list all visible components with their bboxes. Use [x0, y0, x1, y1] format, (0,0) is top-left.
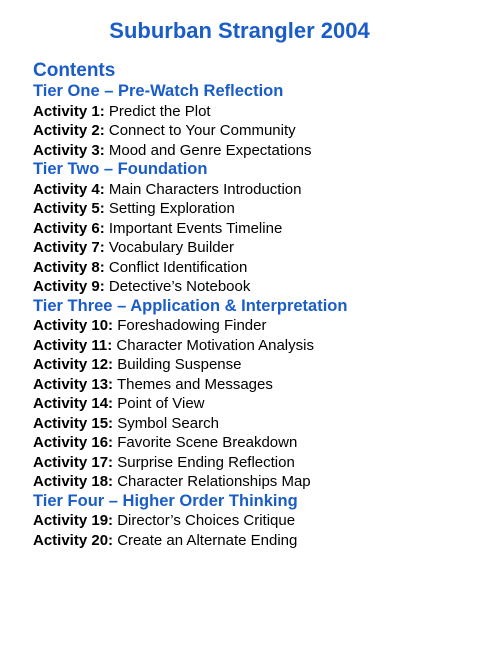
activity-item-1	[33, 102, 473, 122]
activity-item-8	[33, 258, 473, 278]
document-title: Suburban Strangler 2004	[109, 18, 370, 43]
activity-title: Foreshadowing Finder	[117, 317, 267, 334]
activity-number: Activity 16:	[33, 434, 114, 451]
activity-title: Character Relationships Map	[117, 473, 311, 490]
activity-number: Activity 6:	[33, 219, 105, 237]
activity-item-17	[33, 453, 473, 473]
activity-number: Activity 19:	[33, 512, 114, 529]
activity-title: Character Motivation Analysis	[116, 336, 314, 354]
activity-item-12	[33, 355, 473, 375]
activity-title: Setting Exploration	[108, 200, 235, 217]
tier-heading-3: Tier Three – Application & Interpretation	[33, 296, 348, 315]
activity-number: Activity 10:	[33, 317, 114, 334]
activity-title: Create an Alternate Ending	[117, 531, 298, 549]
activity-number: Activity 15:	[33, 414, 114, 432]
activity-title: Vocabulary Builder	[108, 239, 234, 256]
activity-title: Conflict Identification	[108, 258, 248, 276]
activity-item-2	[33, 121, 473, 141]
activity-item-19	[33, 511, 473, 531]
activity-number: Activity 20:	[33, 531, 114, 549]
activity-number: Activity 9:	[33, 278, 105, 295]
activity-title: Themes and Messages	[116, 375, 273, 393]
activity-item-3	[33, 141, 473, 161]
activity-item-20	[33, 531, 473, 551]
table-of-contents	[33, 59, 473, 550]
activity-number: Activity 2:	[33, 122, 105, 139]
activity-number: Activity 3:	[33, 141, 105, 159]
activity-number: Activity 7:	[33, 239, 105, 256]
activity-item-15	[33, 414, 473, 434]
activity-number: Activity 8:	[33, 258, 105, 276]
activity-title: Main Characters Introduction	[108, 180, 302, 198]
activity-title: Important Events Timeline	[108, 219, 283, 237]
activity-item-6	[33, 219, 473, 239]
activity-item-13	[33, 375, 473, 395]
tier-heading-4: Tier Four – Higher Order Thinking	[33, 491, 298, 510]
tier-heading-1: Tier One – Pre-Watch Reflection	[33, 82, 284, 100]
activity-title: Predict the Plot	[108, 102, 211, 120]
activity-title: Point of View	[117, 395, 205, 412]
activity-item-4	[33, 180, 473, 200]
activity-title: Connect to Your Community	[108, 122, 296, 139]
activity-number: Activity 13:	[33, 375, 114, 393]
activity-number: Activity 17:	[33, 453, 114, 471]
activity-item-11	[33, 336, 473, 356]
activity-title: Symbol Search	[117, 414, 219, 432]
activity-title: Detective’s Notebook	[108, 278, 251, 295]
activity-title: Director’s Choices Critique	[117, 512, 296, 529]
activity-number: Activity 14:	[33, 395, 114, 412]
activity-title: Favorite Scene Breakdown	[117, 434, 298, 451]
activity-number: Activity 11:	[33, 336, 113, 354]
activity-number: Activity 4:	[33, 180, 105, 198]
tier-heading-2: Tier Two – Foundation	[33, 160, 208, 178]
activity-number: Activity 5:	[33, 200, 105, 217]
activity-title: Building Suspense	[117, 356, 242, 373]
activity-number: Activity 18:	[33, 473, 114, 490]
activity-item-10	[33, 316, 473, 336]
contents-heading: Contents	[33, 60, 116, 81]
activity-item-16	[33, 433, 473, 453]
activity-item-18	[33, 472, 473, 492]
activity-item-14	[33, 394, 473, 414]
activity-title: Surprise Ending Reflection	[117, 453, 295, 471]
activity-item-9	[33, 277, 473, 297]
activity-number: Activity 1:	[33, 102, 105, 120]
activity-number: Activity 12:	[33, 356, 114, 373]
activity-item-7	[33, 238, 473, 258]
activity-item-5	[33, 199, 473, 219]
activity-title: Mood and Genre Expectations	[108, 141, 312, 159]
